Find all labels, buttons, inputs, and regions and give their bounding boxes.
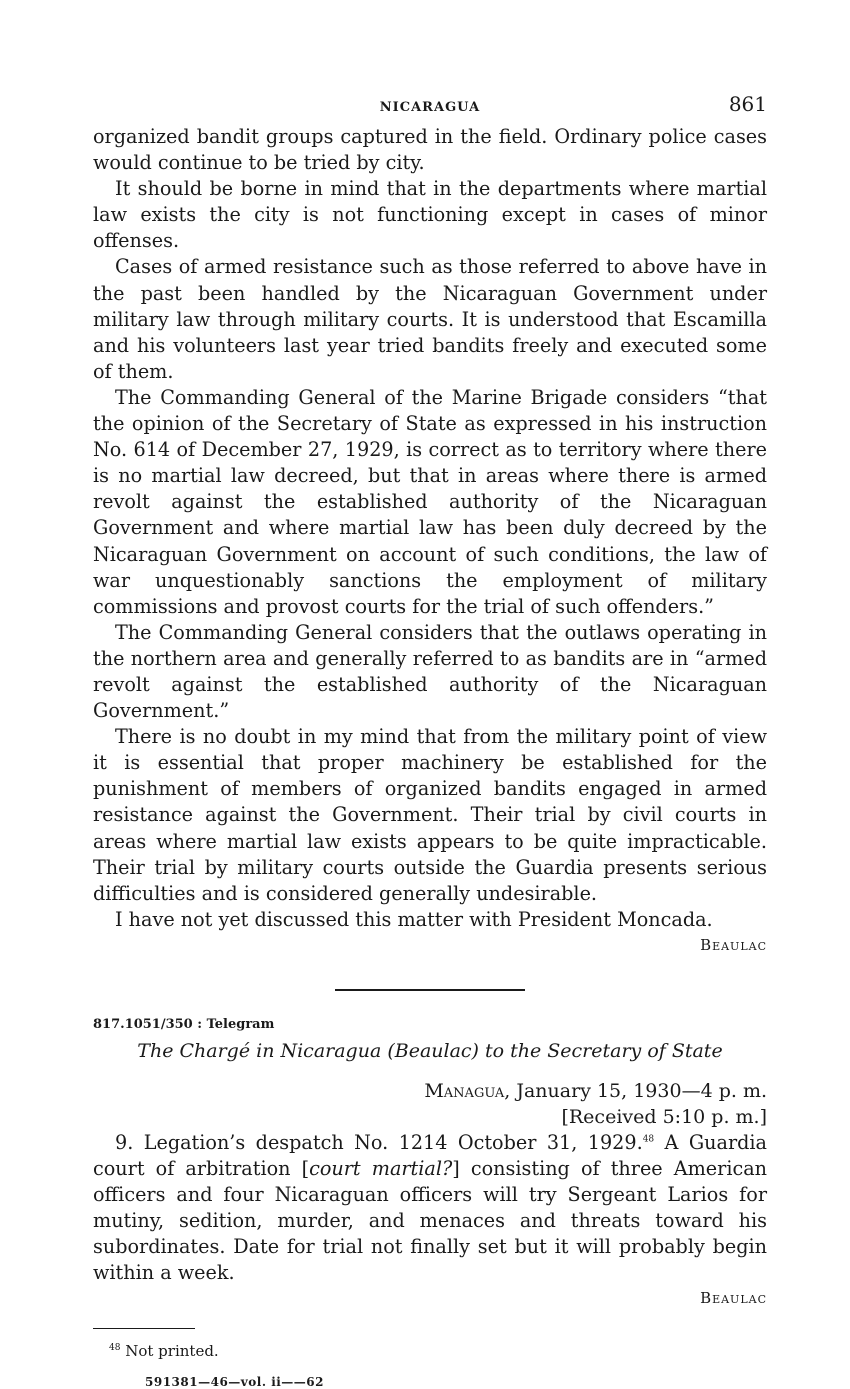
document-title: The Chargé in Nicaragua (Beaulac) to the Secretary of State bbox=[137, 1039, 723, 1062]
file-reference: 817.1051/350 : Telegram bbox=[93, 1016, 275, 1032]
footnote bbox=[109, 1341, 767, 1361]
paragraph: It should be borne in mind that in the departments where martial law exists the city is not functioning except in cases of minor offenses. bbox=[93, 177, 767, 253]
received-line: [Received 5:10 p. m.] bbox=[561, 1105, 767, 1128]
signature-text: Beaulac bbox=[700, 935, 767, 954]
page-number: 861 bbox=[728, 92, 767, 116]
paragraph: Cases of armed resistance such as those referred to above have in the past been handled by the Nicaraguan Government under military law through military courts. It is understood that Escamilla and his volunteers last year tried bandits freely and executed some of them. bbox=[93, 255, 767, 383]
dateline bbox=[93, 1078, 767, 1104]
paragraph: There is no doubt in my mind that from the military point of view it is essential that proper machinery be established for the punishment of members of organized bandits engaged in armed resistance against the Government. Their trial by civil courts in areas where martial law exists appears to be quite impracticable. Their trial by military courts outside the Guardia presents serious difficulties and is considered generally undesirable. bbox=[93, 725, 767, 905]
document-page bbox=[93, 90, 767, 1389]
paragraph: The Commanding General of the Marine Brigade considers “that the opinion of the Secretary of State as expressed in his instruction No. 614 of December 27, 1929, is correct as to territory where there is no martial law decreed, but that in areas where there is armed revolt against the established authority of the Nicaraguan Government and where martial law has been duly decreed by the Nicaraguan Government on account of such conditions, the law of war unquestionably sanctions the employment of military commissions and provost courts for the trial of such offenders.” bbox=[93, 385, 767, 618]
print-code: 591381—46—vol. ii——62 bbox=[145, 1375, 325, 1389]
footnote-marker: 48 bbox=[109, 1343, 121, 1354]
letter-body bbox=[93, 124, 767, 933]
telegram-body bbox=[93, 1130, 767, 1287]
footnote-divider bbox=[93, 1328, 195, 1329]
footnote-text: Not printed. bbox=[125, 1342, 219, 1361]
body-start: 9. Legation’s despatch No. 1214 October 31, 1929. bbox=[115, 1130, 643, 1154]
running-head bbox=[93, 90, 767, 124]
paragraph: I have not yet discussed this matter with President Moncada. bbox=[115, 907, 713, 931]
section-divider bbox=[335, 989, 525, 991]
dateline-place: Managua bbox=[424, 1079, 505, 1102]
dateline-date: , January 15, 1930—4 p. m. bbox=[504, 1079, 767, 1102]
footnote-reference: 48 bbox=[642, 1134, 655, 1145]
signature-text: Beaulac bbox=[700, 1289, 767, 1308]
paragraph: organized bandit groups captured in the field. Ordinary police cases would continue to be tried by city. bbox=[93, 125, 767, 175]
body-mid: A Guardia court of arbitration [ bbox=[93, 1130, 767, 1180]
body-end: ] consisting of three American officers and four Nicaraguan officers will try Sergeant Larios for mutiny, sedition, murder, and menaces and threats toward his subordinates. Date for trial not finally set but it will probably begin within a week. bbox=[93, 1157, 768, 1285]
body-italic: court martial? bbox=[309, 1157, 453, 1180]
paragraph bbox=[93, 1130, 767, 1287]
running-title: NICARAGUA bbox=[379, 100, 481, 115]
paragraph: The Commanding General considers that the outlaws operating in the northern area and generally referred to as bandits are in “armed revolt against the established authority of the Nicaraguan Government.” bbox=[93, 620, 767, 723]
signature bbox=[93, 933, 767, 957]
signature bbox=[93, 1286, 767, 1310]
